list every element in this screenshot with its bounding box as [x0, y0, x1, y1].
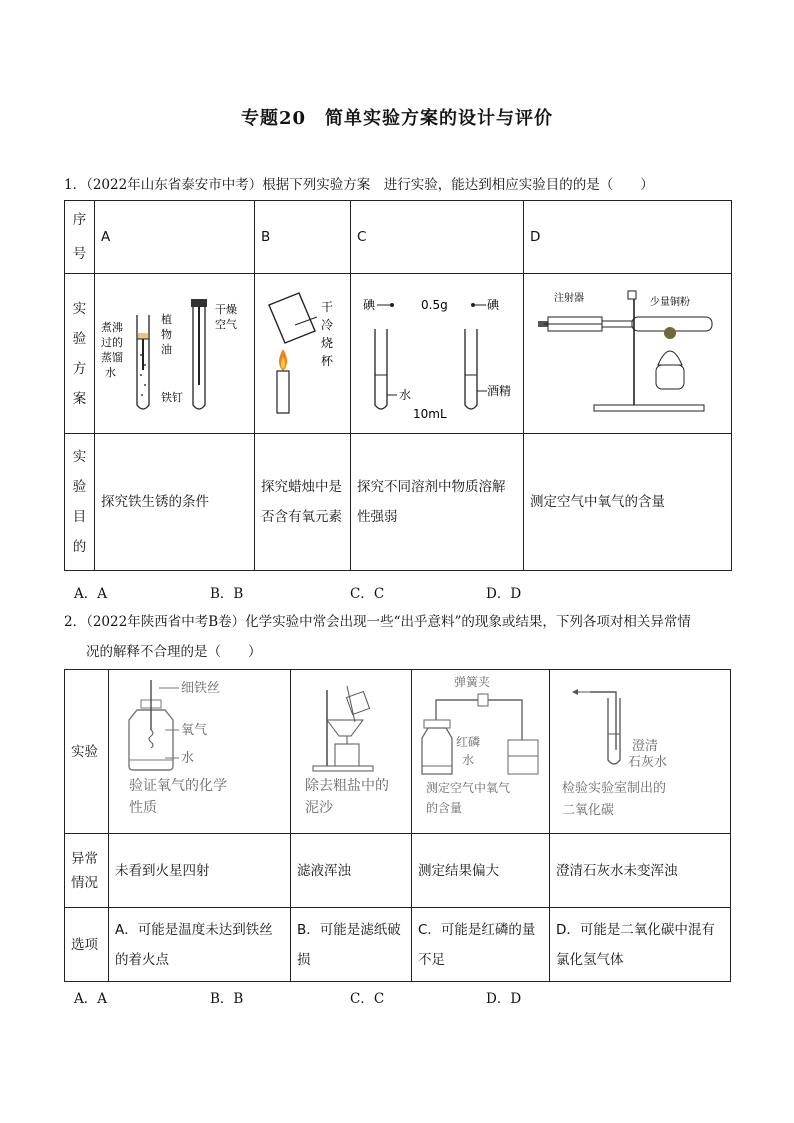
- caption-b-1: 除去粗盐中的: [305, 778, 389, 794]
- choice-b: B．可能是滤纸破损: [291, 908, 412, 982]
- caption-c-2: 的含量: [426, 801, 463, 815]
- label-cold-3: 烧: [321, 336, 334, 350]
- caption-a-1: 验证氧气的化学: [129, 778, 227, 794]
- label-oil-2: 物: [161, 328, 172, 341]
- label-syringe: 注射器: [554, 293, 584, 304]
- label-mass: 0.5g: [421, 298, 448, 312]
- col-b-label: B: [255, 201, 351, 274]
- figure-c: [351, 274, 524, 434]
- filtration-figure: [291, 670, 412, 826]
- label-water: 水: [181, 751, 195, 766]
- iron-wire-oxygen-figure: [109, 670, 291, 826]
- label-iodine-1: 碘: [363, 298, 376, 312]
- q2-figure-d: [550, 670, 731, 834]
- oxygen-measure-figure: [524, 275, 732, 425]
- rust-experiment-figure: [95, 275, 255, 425]
- col-a-label: A: [95, 201, 255, 274]
- label-nail: 铁钉: [161, 391, 183, 404]
- row-label-abnormal: 异常情况: [65, 834, 109, 908]
- label-boiled-1: 煮沸: [101, 321, 123, 334]
- limewater-figure: [550, 670, 731, 826]
- question-2-table: [64, 669, 731, 982]
- page-title: 专题20 简单实验方案的设计与评价: [240, 108, 554, 129]
- label-dry-2: 空气: [215, 318, 237, 331]
- question-2-stem-line-1: 2．（2022年陕西省中考B卷）化学实验中常会出现一些“出乎意料”的现象或结果，下列各项对相关异常情: [64, 614, 691, 630]
- option-b[interactable]: B．B: [210, 586, 244, 602]
- label-oxygen: 氧气: [181, 723, 208, 738]
- col-d-label: D: [524, 201, 732, 274]
- header-label: 序号: [65, 201, 95, 274]
- label-boiled-2: 过的: [101, 336, 123, 349]
- q2-figure-c: [412, 670, 550, 834]
- q2-figure-b: [291, 670, 412, 834]
- option-d[interactable]: D．D: [486, 586, 522, 602]
- figure-b: [255, 274, 351, 434]
- row-label-choice: 选项: [65, 908, 109, 982]
- purpose-d: 测定空气中氧气的含量: [524, 434, 732, 571]
- option-a[interactable]: A．A: [74, 991, 107, 1007]
- col-c-label: C: [351, 201, 524, 274]
- label-iron-wire: 细铁丝: [181, 681, 221, 696]
- question-2-stem-line-2: 况的解释不合理的是（ ）: [86, 644, 262, 660]
- label-boiled-4: 水: [105, 366, 116, 379]
- figure-a: [95, 274, 255, 434]
- option-a[interactable]: A．A: [74, 586, 107, 602]
- label-limewater: 石灰水: [628, 755, 668, 770]
- label-copper: 少量铜粉: [650, 297, 690, 308]
- label-cold-4: 杯: [321, 354, 334, 368]
- caption-d-1: 检验实验室制出的: [562, 781, 667, 796]
- choice-a: A．可能是温度未达到铁丝的着火点: [109, 908, 291, 982]
- label-red-phosphorus: 红磷: [456, 735, 481, 749]
- abnormal-b: 滤液浑浊: [291, 834, 412, 908]
- label-spring-clip: 弹簧夹: [454, 675, 491, 689]
- caption-b-2: 泥沙: [305, 800, 333, 816]
- candle-beaker-figure: [255, 275, 351, 425]
- label-dry-1: 干燥: [215, 303, 237, 316]
- row-label-experiment: 实验: [65, 670, 109, 834]
- abnormal-d: 澄清石灰水未变浑浊: [550, 834, 731, 908]
- option-c[interactable]: C．C: [350, 991, 385, 1007]
- abnormal-a: 未看到火星四射: [109, 834, 291, 908]
- label-oil-1: 植: [161, 313, 172, 326]
- label-cold-2: 冷: [321, 318, 334, 332]
- label-alcohol: 酒精: [487, 384, 512, 398]
- label-volume: 10mL: [413, 407, 447, 421]
- solubility-figure: [351, 275, 524, 425]
- label-clear: 澄清: [632, 739, 659, 754]
- purpose-a: 探究铁生锈的条件: [95, 434, 255, 571]
- purpose-c: 探究不同溶剂中物质溶解性强弱: [351, 434, 524, 571]
- option-d[interactable]: D．D: [486, 991, 522, 1007]
- question-1-table: [64, 200, 732, 571]
- purpose-label: 实验目的: [65, 434, 95, 571]
- abnormal-c: 测定结果偏大: [412, 834, 550, 908]
- purpose-b: 探究蜡烛中是否含有氧元素: [255, 434, 351, 571]
- red-phosphorus-figure: [412, 670, 550, 826]
- choice-c: C．可能是红磷的量不足: [412, 908, 550, 982]
- label-oil-3: 油: [161, 343, 172, 356]
- option-c[interactable]: C．C: [350, 586, 385, 602]
- scheme-label: 实验方案: [65, 274, 95, 434]
- label-water: 水: [399, 388, 412, 402]
- question-1-stem: 1．（2022年山东省泰安市中考）根据下列实验方案 进行实验，能达到相应实验目的的是（ ）: [64, 177, 654, 193]
- label-cold-1: 干: [321, 300, 334, 314]
- label-boiled-3: 蒸馏: [101, 351, 123, 364]
- caption-c-1: 测定空气中氧气: [426, 781, 511, 795]
- option-b[interactable]: B．B: [210, 991, 244, 1007]
- q2-figure-a: [109, 670, 291, 834]
- label-iodine-2: 碘: [487, 298, 500, 312]
- choice-d: D．可能是二氧化碳中混有氯化氢气体: [550, 908, 731, 982]
- caption-a-2: 性质: [129, 800, 157, 816]
- label-water: 水: [462, 753, 475, 767]
- figure-d: [524, 274, 732, 434]
- caption-d-2: 二氧化碳: [562, 803, 615, 818]
